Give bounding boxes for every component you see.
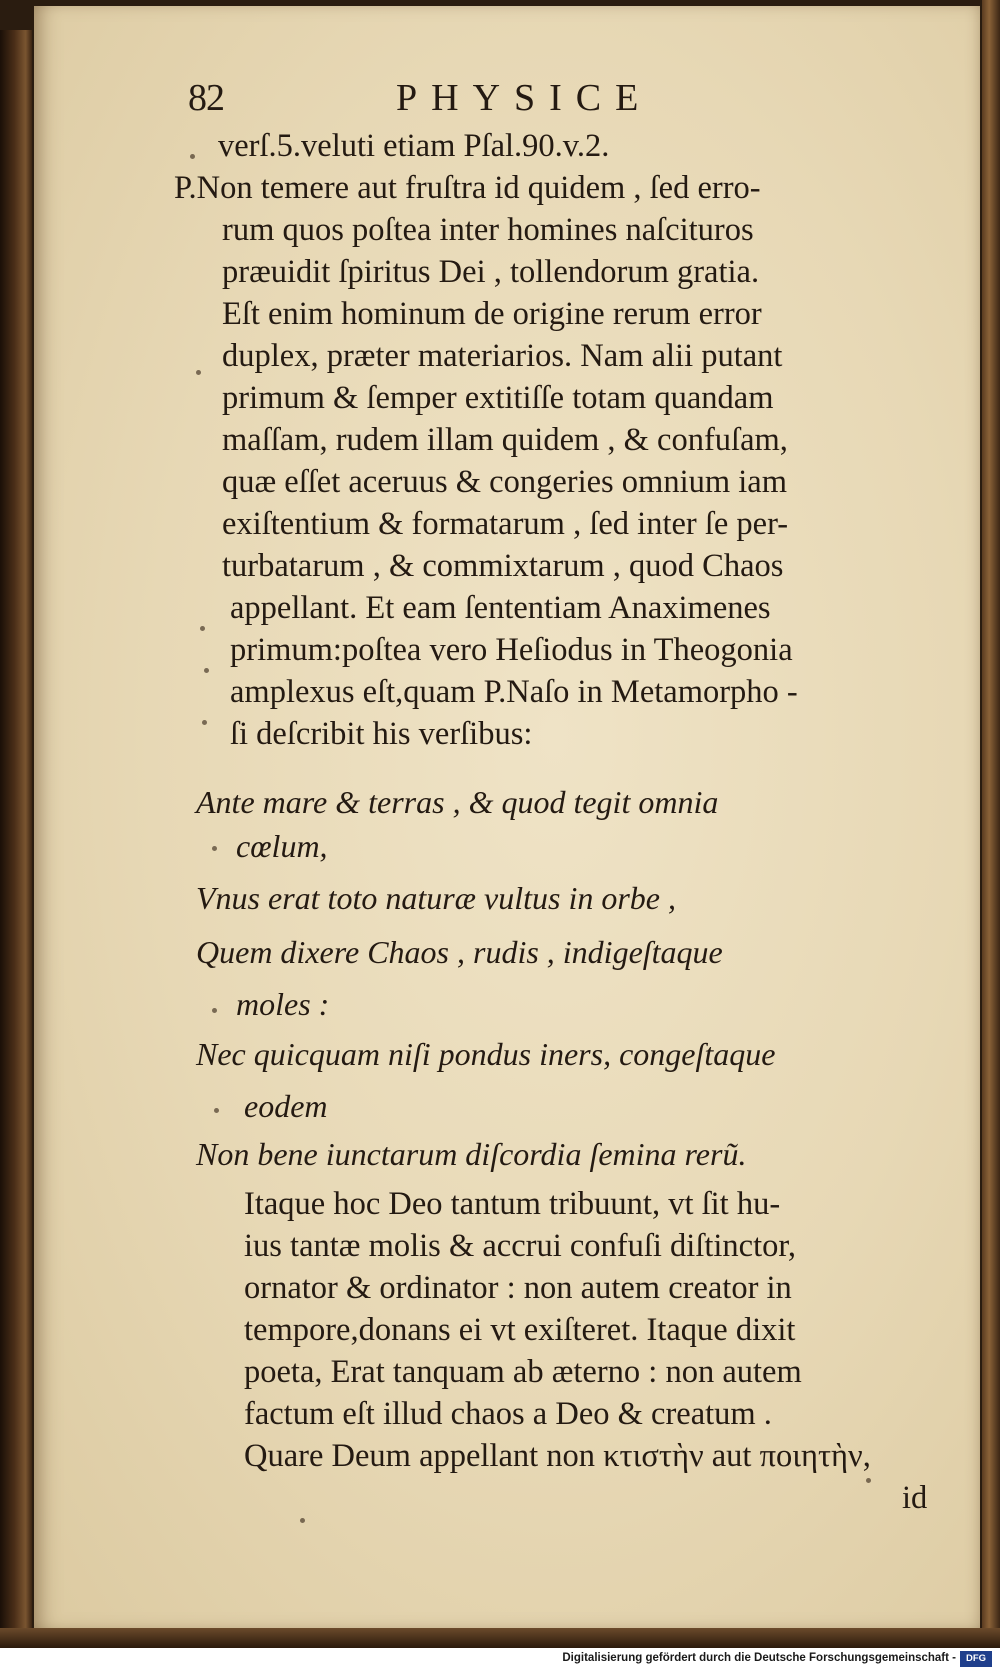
verse-line: Quem dixere Chaos , rudis , indigeſtaque <box>196 934 723 970</box>
text-line: præuidit ſpiritus Dei , tollendorum gratia. <box>222 254 760 290</box>
binding-left-edge <box>0 30 32 1645</box>
digitization-footer <box>0 1648 1000 1671</box>
text-line: P.Non temere aut fruſtra id quidem , ſed erro- <box>174 170 761 206</box>
text-line: turbatarum , & commixtarum , quod Chaos <box>222 548 784 584</box>
footer-credit: Digitalisierung gefördert durch die Deutsche Forschungsgemeinschaft - <box>562 1652 956 1664</box>
verse-line: Non bene iunctarum diſcordia ſemina rerũ. <box>196 1136 747 1172</box>
text-line: tempore,donans ei vt exiſteret. Itaque dixit <box>244 1312 796 1348</box>
verse-line: Nec quicquam niſi pondus iners, congeſtaque <box>196 1036 776 1072</box>
text-line: factum eſt illud chaos a Deo & creatum . <box>244 1396 772 1432</box>
verse-line: cœlum, <box>236 828 328 864</box>
verse-line: Vnus erat toto naturæ vultus in orbe , <box>196 880 676 916</box>
verse-line: moles : <box>236 986 330 1022</box>
text-line: quæ eſſet aceruus & congeries omnium iam <box>222 464 787 500</box>
text-line: appellant. Et eam ſententiam Anaximenes <box>230 590 771 626</box>
margin-speck <box>204 668 209 673</box>
text-line: amplexus eſt,quam P.Naſo in Metamorpho - <box>230 674 798 710</box>
margin-speck <box>866 1478 871 1483</box>
text-line: exiſtentium & formatarum , ſed inter ſe per- <box>222 506 789 542</box>
text-line: duplex, præter materiarios. Nam alii putant <box>222 338 783 374</box>
page-number: 82 <box>188 77 224 119</box>
margin-speck <box>212 846 217 851</box>
margin-speck <box>202 720 207 725</box>
text-line: ius tantæ molis & accrui confuſi diſtinctor, <box>244 1228 797 1264</box>
margin-speck <box>190 154 195 159</box>
catchword: id <box>902 1480 928 1516</box>
verse-line: eodem <box>244 1088 328 1124</box>
text-line: ſi deſcribit his verſibus: <box>230 716 533 752</box>
text-line: ornator & ordinator : non autem creator in <box>244 1270 792 1306</box>
margin-speck <box>196 370 201 375</box>
binding-bottom-edge <box>0 1628 1000 1648</box>
text-line: Quare Deum appellant non κτιστὴν aut ποιητὴν, <box>244 1438 871 1474</box>
text-line: primum:poſtea vero Heſiodus in Theogonia <box>230 632 793 668</box>
binding-right-edge <box>982 0 1000 1648</box>
margin-speck <box>200 626 205 631</box>
text-line: verſ.5.veluti etiam Pſal.90.v.2. <box>218 128 610 164</box>
dfg-logo: DFG <box>960 1651 992 1667</box>
text-line: Eſt enim hominum de origine rerum error <box>222 296 762 332</box>
margin-speck <box>212 1008 217 1013</box>
margin-speck <box>300 1518 305 1523</box>
text-line: primum & ſemper extitiſſe totam quandam <box>222 380 774 416</box>
text-line: maſſam, rudem illam quidem , & confuſam, <box>222 422 788 458</box>
verse-line: Ante mare & terras , & quod tegit omnia <box>196 784 719 820</box>
running-head-title: PHYSICE <box>396 77 653 119</box>
text-line: Itaque hoc Deo tantum tribuunt, vt ſit hu- <box>244 1186 781 1222</box>
text-line: poeta, Erat tanquam ab æterno : non autem <box>244 1354 802 1390</box>
margin-speck <box>214 1108 219 1113</box>
text-line: rum quos poſtea inter homines naſcituros <box>222 212 754 248</box>
running-head <box>0 72 1000 132</box>
